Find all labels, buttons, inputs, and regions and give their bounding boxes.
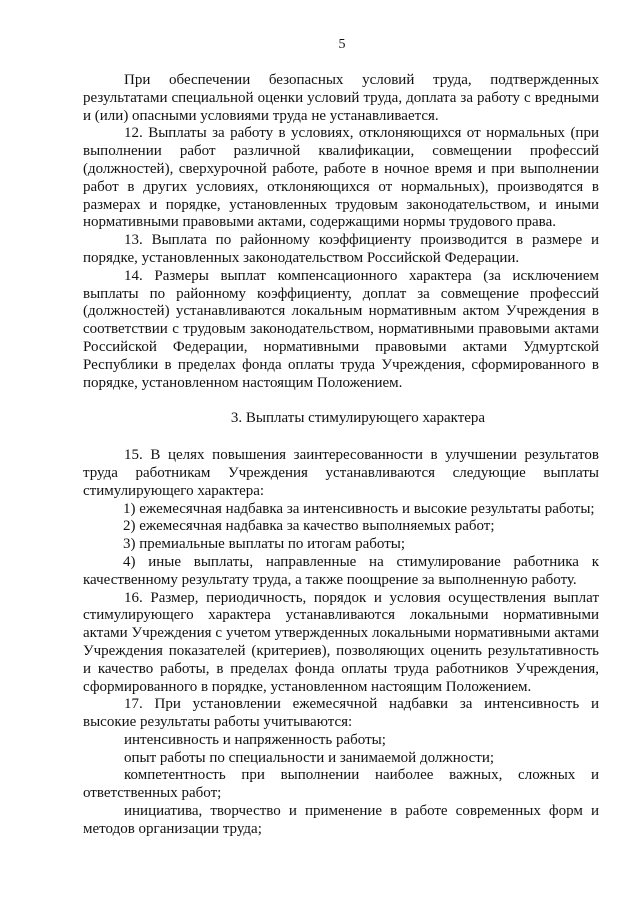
list-item: 3) премиальные выплаты по итогам работы;	[123, 536, 406, 553]
page-number: 5	[338, 37, 346, 52]
list-item: компетентность при выполнении наиболее важных, сложных и ответственных работ;	[83, 767, 599, 802]
list-item: 1) ежемесячная надбавка за интенсивность и высокие результаты работы;	[123, 500, 595, 517]
paragraph-12: 12. Выплаты за работу в условиях, отклоняющихся от нормальных (при выполнении работ различной квалификации, совмещении профессий (должностей), сверхурочной работе, работе в ночное время и при выполнении работ в других условиях, отклоняющихся от нормальных), производятся в размерах и порядке, установленных трудовым законодательством, и иными нормативными правовыми актами, содержащими нормы трудового права.	[83, 125, 599, 231]
paragraph-15: 15. В целях повышения заинтересованности в улучшении результатов труда работникам Учреждения устанавливаются следующие выплаты стимулирующего характера:	[83, 447, 599, 499]
list-item: инициатива, творчество и применение в работе современных форм и методов организации труда;	[83, 803, 599, 837]
paragraph-17: 17. При установлении ежемесячной надбавки за интенсивность и высокие результаты работы учитываются:	[83, 696, 599, 731]
paragraph-13: 13. Выплата по районному коэффициенту производится в размере и порядке, установленных законодательством Российской Федерации.	[83, 232, 599, 266]
list-item: 2) ежемесячная надбавка за качество выполняемых работ;	[123, 518, 495, 535]
list-item: интенсивность и напряженность работы;	[124, 731, 386, 748]
list-item: 4) иные выплаты, направленные на стимулирование работника к качественному результату труда, а также поощрение за выполненную работу.	[83, 553, 599, 588]
list-item: опыт работы по специальности и занимаемой должности;	[124, 749, 495, 766]
paragraph-14: 14. Размеры выплат компенсационного характера (за исключением выплаты по районному коэффициенту, доплат за совмещение профессий (должностей) устанавливаются локальным нормативным актом Учреждения в соответствии с трудовым законодательством, нормативными правовыми актами Российской Федерации, нормативными правовыми актами Удмуртской Республики в пределах фонда оплаты труда Учреждения, сформированного в порядке, установленном настоящим Положением.	[83, 267, 599, 391]
section-heading-3: 3. Выплаты стимулирующего характера	[230, 410, 486, 427]
document-body	[83, 72, 599, 839]
paragraph-16: 16. Размер, периодичность, порядок и условия осуществления выплат стимулирующего характера устанавливаются локальными нормативными актами Учреждения с учетом утвержденных локальными нормативными актами Учреждения показателей (критериев), позволяющих оценить результативность и качество работы, в пределах фонда оплаты труда работников Учреждения, сформированного в порядке, установленном настоящим Положением.	[83, 589, 599, 695]
paragraph-11-continuation: При обеспечении безопасных условий труда, подтвержденных результатами специальной оценки условий труда, доплата за работу с вредными и (или) опасными условиями труда не устанавливается.	[83, 72, 599, 124]
